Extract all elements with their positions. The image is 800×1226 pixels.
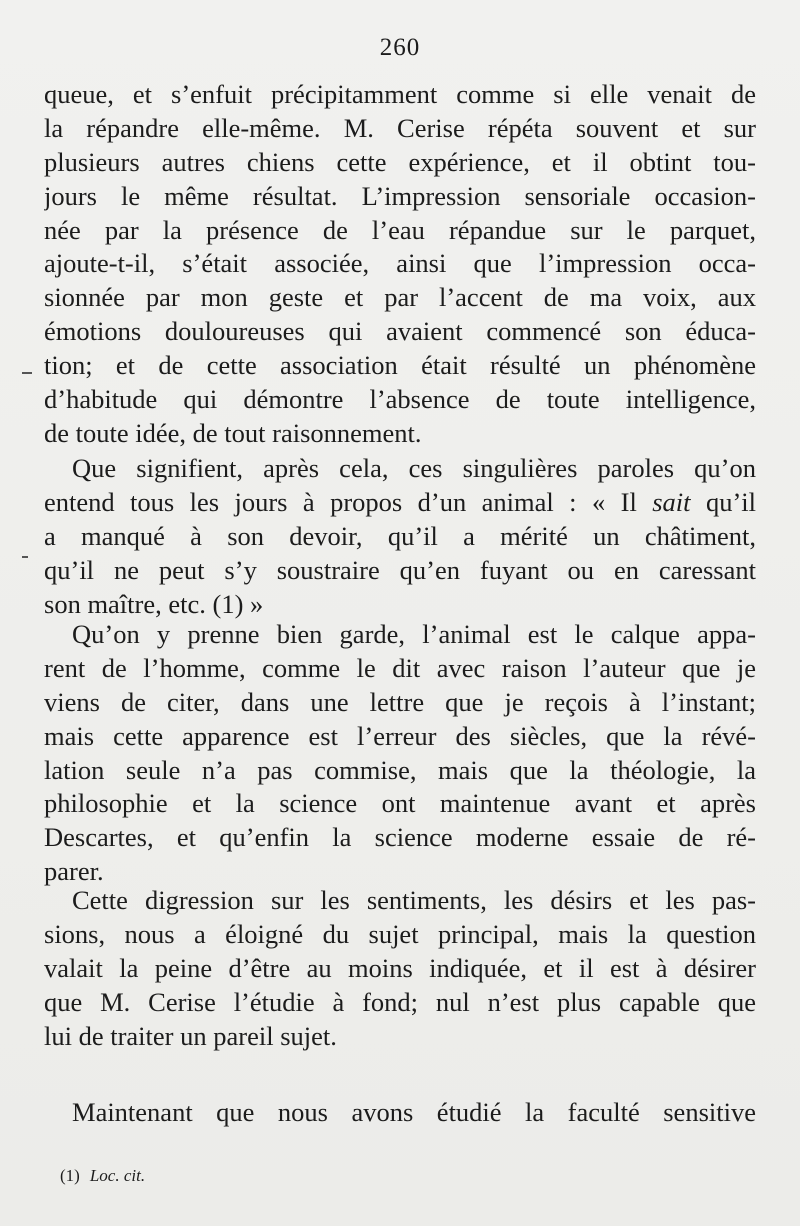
page-number: 260	[379, 34, 421, 61]
text-fragment: entend tous les jours à propos d’un animal : « Il	[44, 486, 637, 517]
text-line: la répandre elle-même. M. Cerise répéta souvent et sur	[44, 112, 756, 143]
text-line: jours le même résultat. L’impression sensoriale occasion-	[44, 180, 756, 211]
paragraph-4	[44, 884, 756, 1053]
text-line: Cette digression sur les sentiments, les désirs et les pas-	[72, 885, 756, 915]
text-line: Qu’on y prenne bien garde, l’animal est le calque appa-	[72, 619, 756, 649]
text-line: rent de l’homme, comme le dit avec raison l’auteur que je	[44, 652, 756, 683]
text-line: parer.	[44, 856, 104, 887]
text-line: ajoute-t-il, s’était associée, ainsi que l’impression occa-	[44, 248, 756, 279]
text-line: viens de citer, dans une lettre que je reçois à l’instant;	[44, 686, 756, 717]
text-line-with-italic	[44, 486, 756, 520]
text-line: a manqué à son devoir, qu’il a mérité un châtiment,	[44, 520, 756, 551]
paragraph-3	[44, 618, 756, 889]
paragraph-5	[44, 1096, 756, 1130]
text-line: Descartes, et qu’enfin la science moderne essaie de ré-	[44, 822, 756, 853]
text-line: que M. Cerise l’étudie à fond; nul n’est plus capable que	[44, 986, 756, 1017]
text-line: sionnée par mon geste et par l’accent de ma voix, aux	[44, 282, 756, 313]
text-line: émotions douloureuses qui avaient commencé son éduca-	[44, 316, 756, 347]
text-line: valait la peine d’être au moins indiquée, et il est à désirer	[44, 952, 756, 983]
paragraph-1	[44, 78, 756, 451]
text-line: philosophie et la science ont maintenue avant et après	[44, 788, 756, 819]
paragraph-2	[44, 452, 756, 621]
text-line: Maintenant que nous avons étudié la faculté sensitive	[72, 1097, 756, 1127]
footnote-marker: (1)	[60, 1166, 80, 1185]
text-line: plusieurs autres chiens cette expérience, et il obtint tou-	[44, 146, 756, 177]
margin-mark	[22, 556, 28, 558]
text-fragment: qu’il	[690, 486, 756, 517]
text-line: née par la présence de l’eau répandue sur le parquet,	[44, 214, 756, 245]
italic-word: sait	[652, 486, 691, 517]
text-line: son maître, etc. (1) »	[44, 588, 264, 619]
text-line: queue, et s’enfuit précipitamment comme si elle venait de	[44, 79, 756, 109]
text-line: d’habitude qui démontre l’absence de toute intelligence,	[44, 384, 756, 415]
margin-mark	[22, 372, 32, 374]
text-line: Que signifient, après cela, ces singulières paroles qu’on	[72, 453, 756, 483]
text-line: tion; et de cette association était résulté un phénomène	[44, 350, 756, 381]
text-line: mais cette apparence est l’erreur des siècles, que la révé-	[44, 720, 756, 751]
text-line: de toute idée, de tout raisonnement.	[44, 417, 422, 448]
text-line: qu’il ne peut s’y soustraire qu’en fuyant ou en caressant	[44, 554, 756, 585]
footnote	[60, 1166, 145, 1186]
text-line: lui de traiter un pareil sujet.	[44, 1020, 337, 1051]
text-line: lation seule n’a pas commise, mais que la théologie, la	[44, 754, 756, 785]
footnote-text: Loc. cit.	[89, 1166, 146, 1185]
text-line: sions, nous a éloigné du sujet principal, mais la question	[44, 918, 756, 949]
